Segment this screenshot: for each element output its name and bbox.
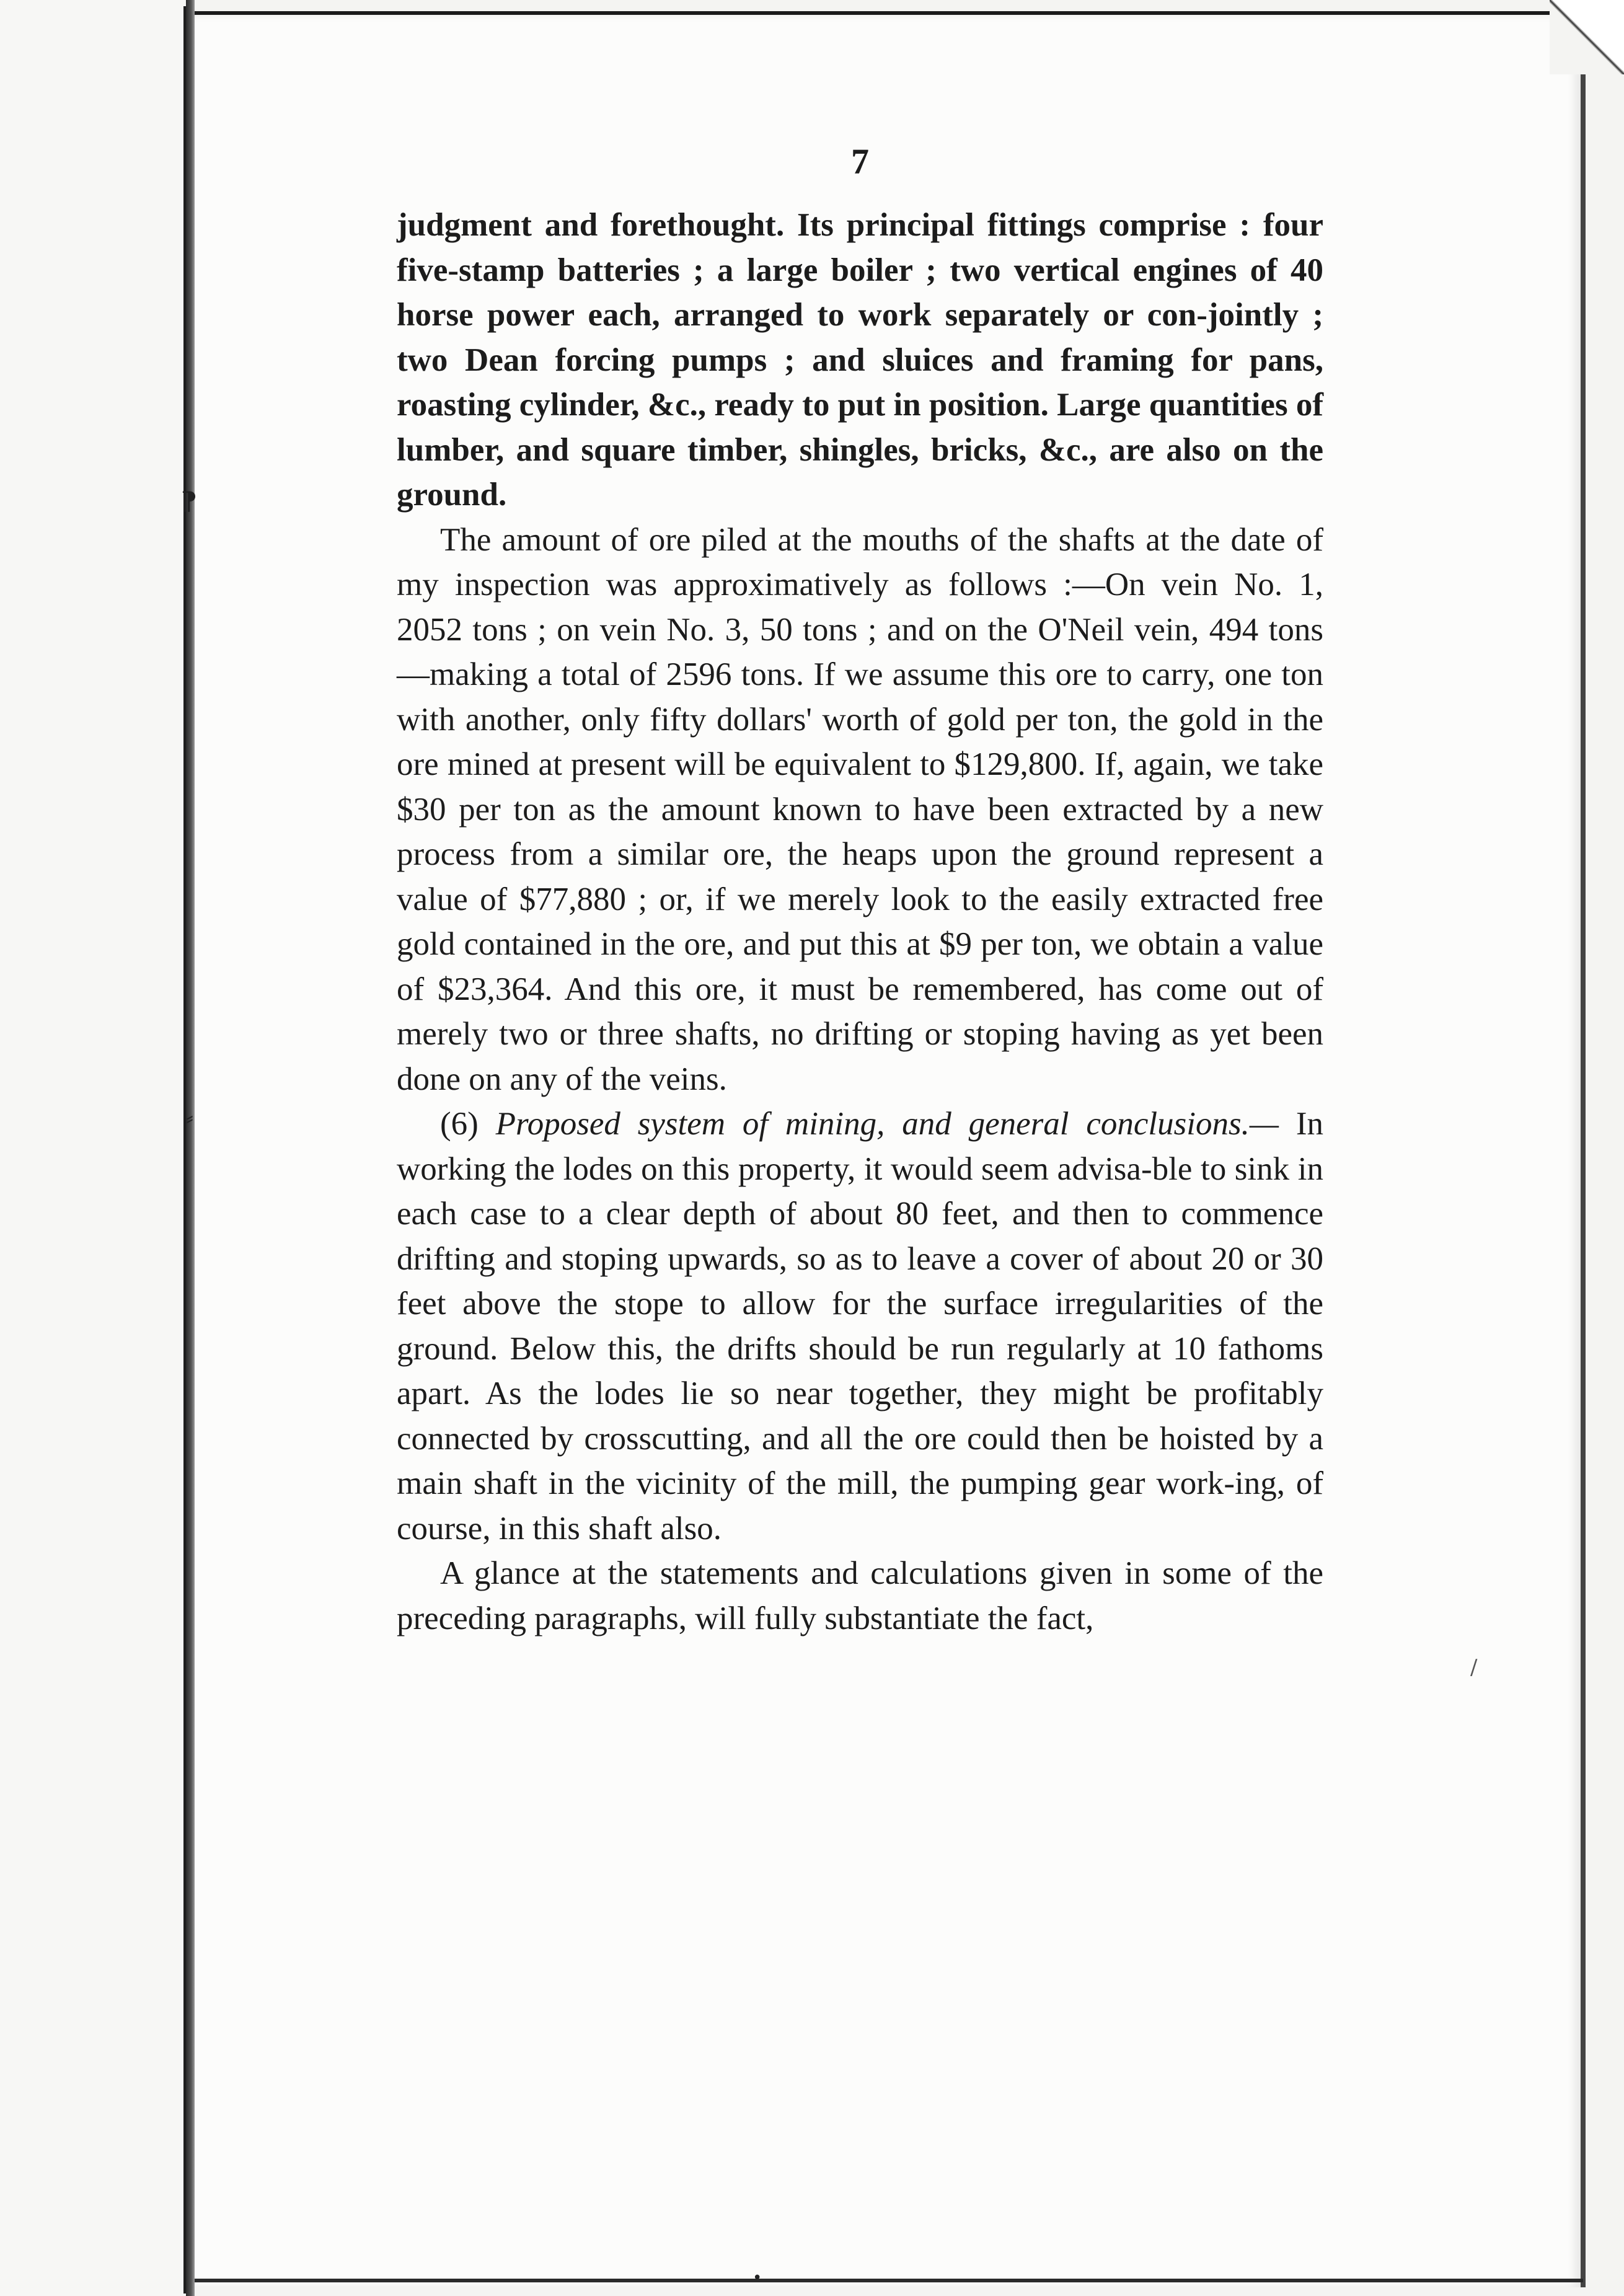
paragraph-ore-amount: The amount of ore piled at the mouths of the shafts at the date of my inspection was approximatively as follows :—On vein No. 1, 2052 tons ; on vein No. 3, 50 tons ; and on the O'Neil vein, 494 tons—making a total of 2596 tons. If we assume this ore to carry, one ton with another, only fifty dollars' worth of gold per ton, the gold in the ore mined at present will be equivalent to $129,800. If, again, we take $30 per ton as the amount known to have been extracted by a new process from a similar ore, the heaps upon the ground represent a value of $77,880 ; or, if we merely look to the easily extracted free gold contained in the ore, and put this at $9 per ton, we obtain a value of $23,364. And this ore, it must be remembered, has come out of merely two or three shafts, no drifting or stoping having as yet been done on any of the veins. <box>397 521 1323 1097</box>
page-text-block <box>397 139 1323 1641</box>
paragraph-mining-system <box>397 1102 1323 1551</box>
margin-mark: / <box>1470 1655 1478 1680</box>
margin-mark: ⸗ <box>186 1105 193 1131</box>
page-right-edge <box>1581 25 1586 2287</box>
page-number: 7 <box>851 141 869 182</box>
margin-mark: ⁋ <box>181 487 197 516</box>
page-bottom-edge <box>195 2279 1583 2282</box>
left-facing-page <box>0 0 186 2296</box>
section-marker: (6) <box>440 1106 479 1142</box>
page-corner-fold <box>1550 0 1624 74</box>
margin-mark: • <box>752 2269 762 2287</box>
section-body: In working the lodes on this property, it would seem advisa-ble to sink in each case to a clear depth of about 80 feet, and then to commence drifting and stoping upwards, so as to leave a cover of about 20 or 30 feet above the stope to allow for the surface irregularities of the ground. Below this, the drifts should be run regularly at 10 fathoms apart. As the lodes lie so near together, they might be profitably connected by crosscutting, and all the ore could then be hoisted by a main shaft in the vicinity of the mill, the pumping gear work-ing, of course, in this shaft also. <box>397 1106 1324 1547</box>
section-heading: Proposed system of mining, and general conclusions.— <box>495 1106 1279 1142</box>
page-gutter <box>186 0 195 2296</box>
paragraph-fittings: judgment and forethought. Its principal fittings comprise : four five-stamp batteries ; a large boiler ; two vertical engines of 40 horse power each, arranged to work separately or con-jointly ; two Dean forcing pumps ; and sluices and framing for pans, roasting cylinder, &c., ready to put in position. Large quantities of lumber, and square timber, shingles, bricks, &c., are also on the ground. <box>397 207 1323 513</box>
paragraph-conclusion: A glance at the statements and calculations given in some of the preceding paragraphs, will fully substantiate the fact, <box>397 1555 1323 1636</box>
